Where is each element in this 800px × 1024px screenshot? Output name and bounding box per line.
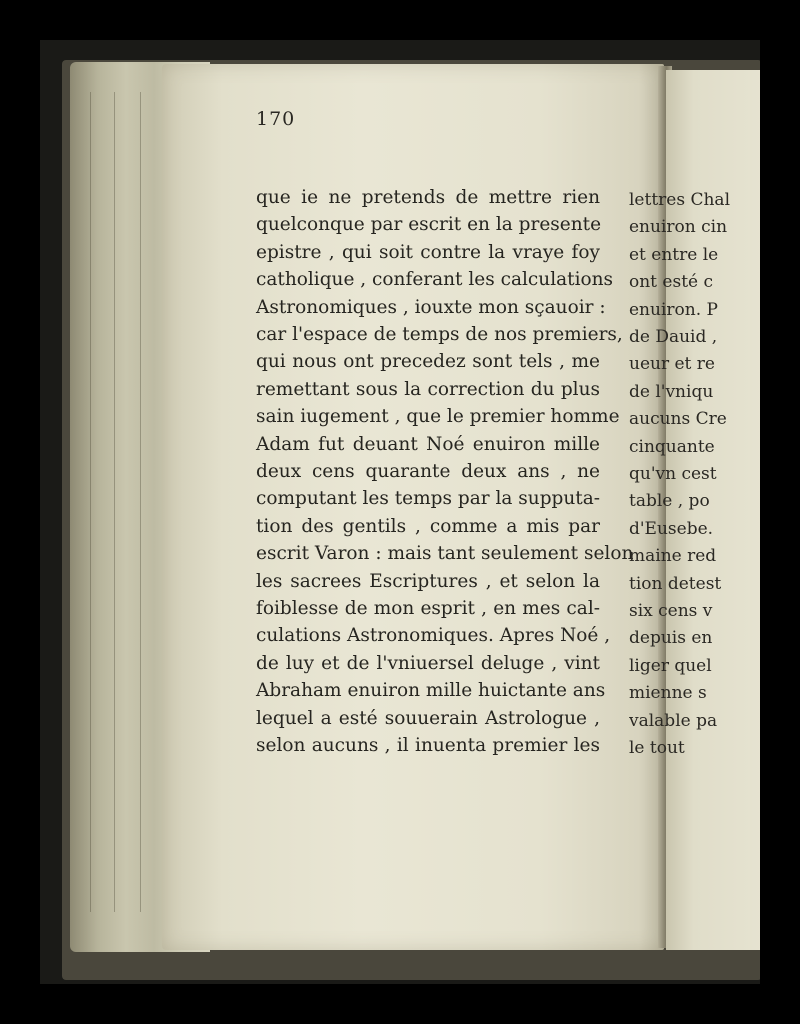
- left-page-text-line: lequel a esté souuerain Astrologue ,: [256, 707, 600, 729]
- right-page-text-line: depuis en: [629, 628, 713, 649]
- left-page-text-line: catholique , conferant les calculations: [256, 269, 614, 291]
- left-page-text-line: selon aucuns , il inuenta premier les: [256, 735, 600, 756]
- left-page-text-line: de luy et de l'vniuersel deluge , vint: [256, 652, 600, 674]
- right-page-text-line: tion detest: [629, 573, 722, 594]
- right-page-text-line: maine red: [629, 546, 717, 567]
- left-page-text-line: Adam fut deuant Noé enuiron mille: [256, 433, 600, 455]
- left-page-text-line: escrit Varon : mais tant seulement selon: [256, 543, 634, 565]
- right-page-text-line: ont esté c: [629, 272, 714, 293]
- left-page-text-line: que ie ne pretends de mettre rien: [256, 187, 600, 208]
- right-page-text-line: qu'vn cest: [629, 464, 717, 484]
- left-page-text-line: foiblesse de mon esprit , en mes cal-: [256, 598, 600, 619]
- right-page-text-line: six cens v: [629, 601, 713, 621]
- left-page-text-line: car l'espace de temps de nos premiers,: [256, 324, 623, 345]
- left-page-text-line: remettant sous la correction du plus: [256, 378, 600, 400]
- page-number: 170: [256, 108, 296, 130]
- right-page-text-line: et entre le: [629, 244, 719, 265]
- left-page-text-line: les sacrees Escriptures , et selon la: [256, 570, 600, 592]
- right-page-text-line: d'Eusebe.: [629, 518, 714, 539]
- right-page-text-line: lettres Chal: [629, 190, 731, 210]
- right-page-text-line: de l'vniqu: [629, 381, 714, 402]
- left-page-text-line: quelconque par escrit en la presente: [256, 214, 602, 236]
- right-page-text-line: mienne s: [629, 683, 707, 704]
- right-page-text-line: enuiron cin: [629, 217, 728, 238]
- right-page-text-line: ueur et re: [629, 354, 715, 375]
- left-page-text-line: Abraham enuiron mille huictante ans: [256, 680, 606, 702]
- left-page-text-line: Astronomiques , iouxte mon sçauoir :: [256, 296, 606, 318]
- left-page-text-line: deux cens quarante deux ans , ne: [256, 461, 600, 482]
- right-page-text-line: liger quel: [629, 655, 712, 676]
- right-page-text-line: enuiron. P: [629, 299, 718, 320]
- right-page-text-line: de Dauid ,: [629, 327, 718, 347]
- right-page-text-line: aucuns Cre: [629, 409, 727, 430]
- left-page-text-line: culations Astronomiques. Apres Noé ,: [256, 625, 611, 647]
- right-page-text-line: valable pa: [629, 710, 718, 731]
- right-page-text-line: table , po: [629, 491, 710, 512]
- right-page-text-line: cinquante: [629, 436, 715, 457]
- left-page-text-line: computant les temps par la supputa-: [256, 488, 601, 510]
- left-page-text-line: sain iugement , que le premier homme: [256, 406, 620, 428]
- left-page-text-line: qui nous ont precedez sont tels , me: [256, 351, 600, 373]
- right-page-text-line: le tout: [629, 738, 685, 758]
- book-photo-frame: [40, 40, 760, 984]
- left-page-text-line: tion des gentils , comme a mis par: [256, 515, 600, 537]
- left-page-text-line: epistre , qui soit contre la vraye foy: [256, 241, 600, 263]
